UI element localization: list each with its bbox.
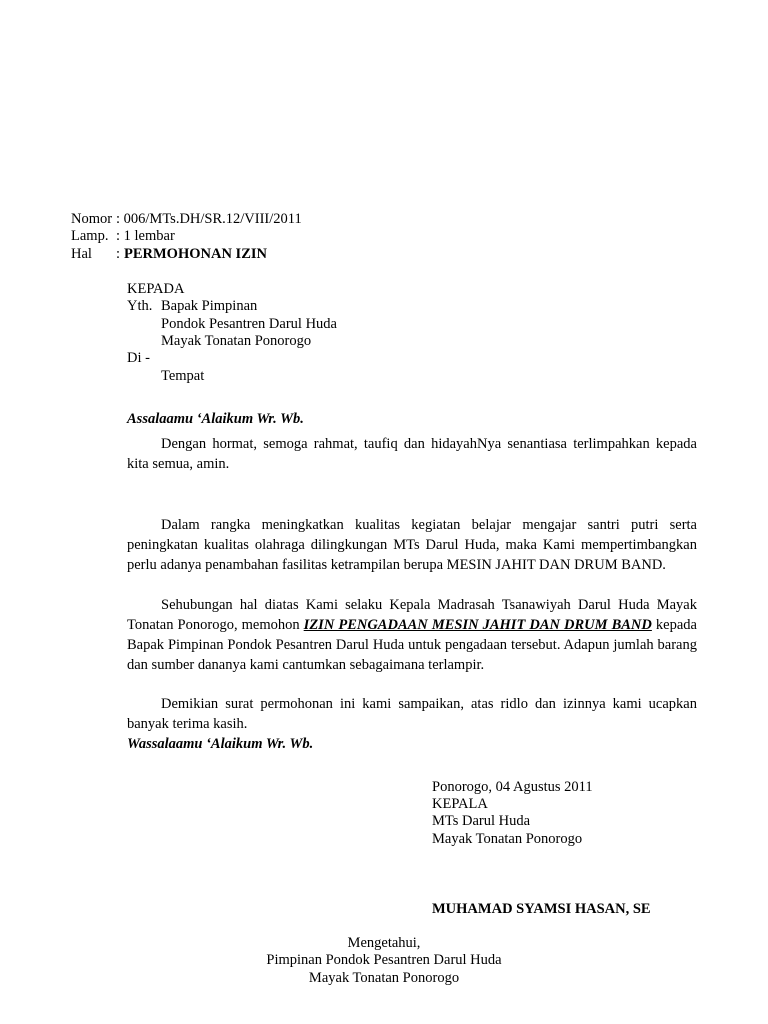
signature-institution: MTs Darul Huda <box>432 813 531 829</box>
nomor-label: Nomor <box>71 211 113 227</box>
signature-location: Mayak Tonatan Ponorogo <box>432 831 583 847</box>
ack-line1: Pimpinan Pondok Pesantren Darul Huda <box>266 952 502 968</box>
greeting: Assalaamu ‘Alaikum Wr. Wb. <box>127 411 304 427</box>
paragraph-4: Demikian surat permohonan ini kami sampaikan, atas ridlo dan izinnya kami ucapkan banyak terima kasih. <box>127 696 697 732</box>
closing: Wassalaamu ‘Alaikum Wr. Wb. <box>127 736 314 752</box>
nomor-value: : 006/MTs.DH/SR.12/VIII/2011 <box>116 211 302 227</box>
signature-place-date: Ponorogo, 04 Agustus 2011 <box>432 779 593 795</box>
recipient-tempat: Tempat <box>161 368 205 384</box>
recipient-kepada: KEPADA <box>127 281 185 297</box>
recipient-line1: Bapak Pimpinan <box>161 298 258 314</box>
signature-name: MUHAMAD SYAMSI HASAN, SE <box>432 901 651 917</box>
lamp-value: : 1 lembar <box>116 228 175 244</box>
hal-colon: : <box>116 246 121 262</box>
recipient-line2: Pondok Pesantren Darul Huda <box>161 316 337 332</box>
hal-value: PERMOHONAN IZIN <box>124 246 267 262</box>
ack-mengetahui: Mengetahui, <box>347 935 421 951</box>
recipient-di: Di - <box>127 350 150 366</box>
signature-title: KEPALA <box>432 796 488 812</box>
ack-line2: Mayak Tonatan Ponorogo <box>308 970 460 986</box>
paragraph-1: Dengan hormat, semoga rahmat, taufiq dan hidayahNya senantiasa terlimpahkan kepada kita semua, amin. <box>127 436 697 472</box>
lamp-label: Lamp. <box>71 228 109 244</box>
recipient-line3: Mayak Tonatan Ponorogo <box>161 333 312 349</box>
paragraph-3 <box>127 595 697 675</box>
paragraph-3-after: kepada Bapak Pimpinan Pondok Pesantren Darul Huda untuk pengadaan tersebut. Adapun jumlah barang dan sumber dananya kami cantumkan sebagaimana terlampir. <box>127 617 697 673</box>
paragraph-3-before: Sehubungan hal diatas Kami selaku Kepala Madrasah Tsanawiyah Darul Huda Mayak Tonatan Ponorogo, memohon <box>127 597 697 633</box>
hal-label: Hal <box>71 246 92 262</box>
paragraph-2: Dalam rangka meningkatkan kualitas kegiatan belajar mengajar santri putri serta peningkatan kualitas olahraga dilingkungan MTs Darul Huda, maka Kami mempertimbangkan perlu adanya penambahan fasilitas ketrampilan berupa MESIN JAHIT DAN DRUM BAND. <box>127 517 697 573</box>
recipient-yth: Yth. <box>127 298 153 314</box>
paragraph-3-highlight: IZIN PENGADAAN MESIN JAHIT DAN DRUM BAND <box>303 617 652 633</box>
